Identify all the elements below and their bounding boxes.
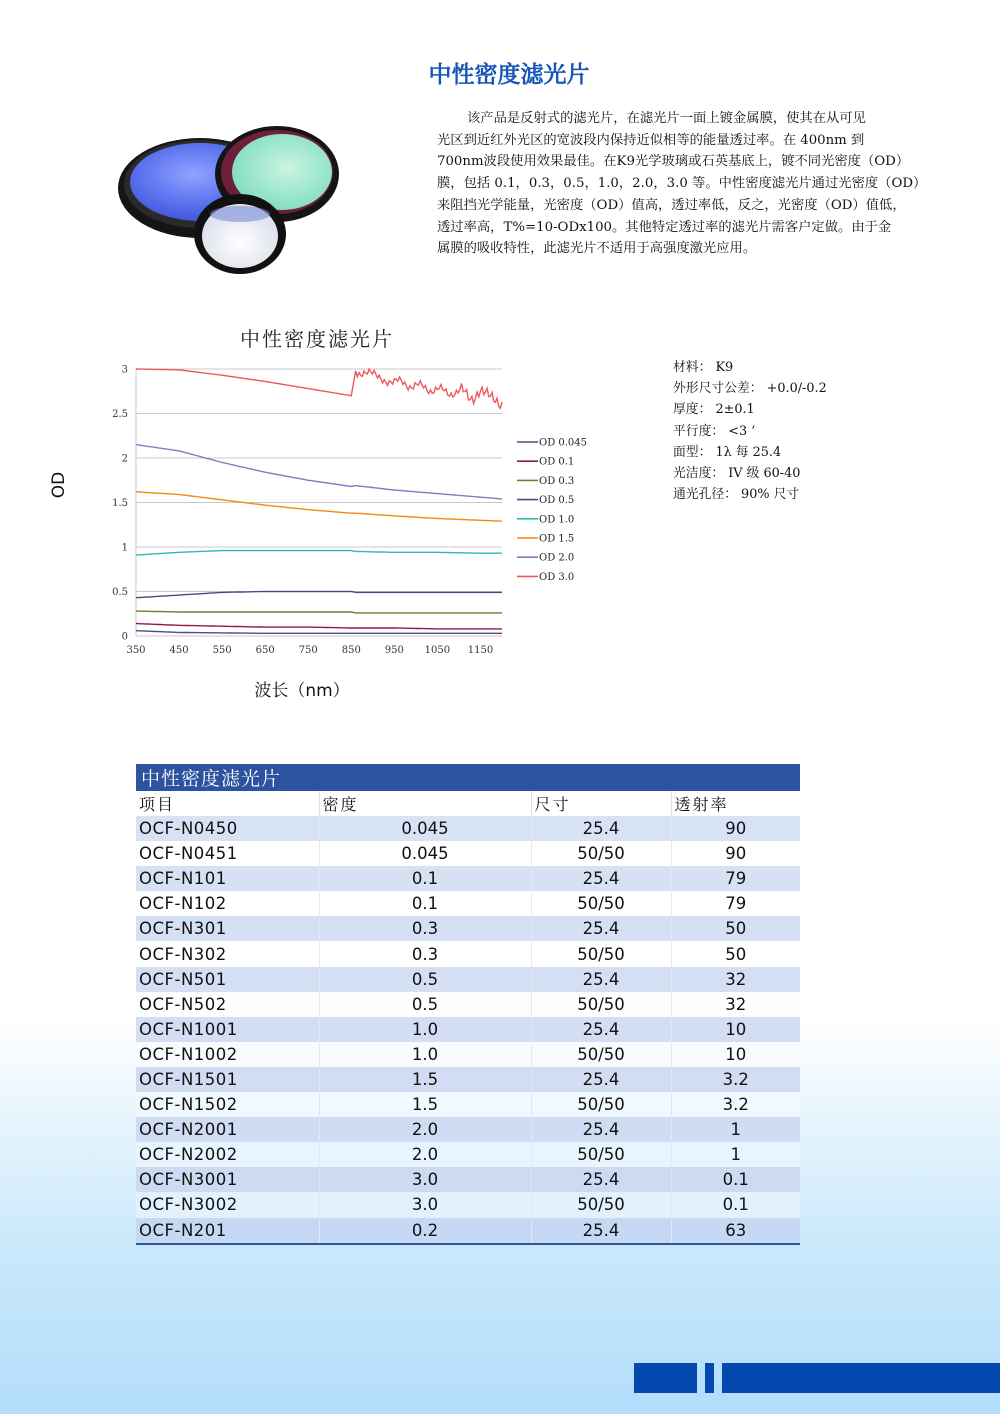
intro-line: 属膜的吸收特性，此滤光片不适用于高强度激光应用。 (437, 241, 757, 257)
cell-size: 50/50 (531, 1192, 671, 1217)
cell-density: 0.2 (319, 1218, 531, 1243)
cell-transmission: 3.2 (722, 1069, 749, 1089)
table-row (136, 841, 800, 866)
cell-model: OCF-N3002 (136, 1192, 319, 1217)
chart-title: 中性密度滤光片 (240, 327, 394, 351)
x-tick-label: 350 (126, 645, 146, 656)
cell-density: 3.0 (319, 1167, 531, 1192)
cell-transmission: 1 (730, 1145, 741, 1165)
header-size: 尺寸 (531, 791, 671, 816)
spec-surface-quality: 光洁度： IV 级 60-40 (673, 466, 801, 482)
x-tick-label: 950 (384, 645, 404, 656)
x-tick-label: 1050 (424, 645, 451, 656)
intro-line: 该产品是反射式的滤光片，在滤光片一面上镀金属膜，使其在从可见 (467, 111, 866, 126)
cell-density: 0.5 (319, 992, 531, 1017)
cell-model: OCF-N1502 (136, 1092, 319, 1117)
table-row (136, 967, 800, 992)
table-row (136, 916, 800, 941)
table-row (136, 1092, 800, 1117)
legend-label: OD 1.5 (539, 533, 575, 545)
cell-model: OCF-N201 (136, 1218, 319, 1243)
table-row (136, 1167, 800, 1192)
table-header-row (136, 791, 800, 816)
cell-transmission: 1 (730, 1120, 741, 1140)
cell-size: 25.4 (531, 816, 671, 841)
cell-model: OCF-N302 (136, 941, 319, 966)
cell-model: OCF-N0450 (136, 816, 319, 841)
cell-size: 50/50 (531, 1142, 671, 1167)
series-line (136, 445, 502, 499)
legend-label: OD 3.0 (539, 571, 575, 583)
table-row (136, 1192, 800, 1217)
cell-transmission: 0.1 (722, 1170, 749, 1190)
table-row (136, 891, 800, 916)
cell-size: 25.4 (531, 1017, 671, 1042)
cell-density: 2.0 (319, 1142, 531, 1167)
intro-line: 来阻挡光学能量，光密度（OD）值高，透过率低，反之，光密度（OD）值低， (437, 197, 906, 213)
cell-model: OCF-N1501 (136, 1067, 319, 1092)
cell-model: OCF-N2002 (136, 1142, 319, 1167)
cell-transmission: 3.2 (722, 1095, 749, 1115)
cell-size: 25.4 (531, 916, 671, 941)
cell-size: 50/50 (531, 1042, 671, 1067)
cell-transmission: 10 (725, 1019, 747, 1039)
cell-transmission: 79 (725, 894, 747, 914)
cell-density: 0.3 (319, 941, 531, 966)
table-row (136, 941, 800, 966)
table-bottom-rule (136, 1243, 800, 1245)
table-row (136, 1218, 800, 1243)
spec-thickness: 厚度： 2±0.1 (673, 402, 755, 418)
legend-label: OD 1.0 (539, 514, 575, 526)
spec-parallelism: 平行度： <3 ‘ (673, 423, 756, 439)
cell-transmission: 32 (725, 969, 747, 989)
series-line (136, 551, 502, 555)
cell-size: 25.4 (531, 1218, 671, 1243)
x-tick-label: 750 (298, 645, 318, 656)
table-row (136, 992, 800, 1017)
series-line (136, 492, 502, 521)
table-title: 中性密度滤光片 (136, 764, 800, 791)
cell-transmission: 10 (725, 1044, 747, 1064)
cell-model: OCF-N3001 (136, 1167, 319, 1192)
legend-label: OD 0.045 (539, 437, 588, 449)
cell-density: 2.0 (319, 1117, 531, 1142)
cell-size: 50/50 (531, 1092, 671, 1117)
y-tick-label: 3 (121, 364, 128, 376)
cell-density: 3.0 (319, 1192, 531, 1217)
legend-label: OD 0.3 (539, 475, 575, 487)
spec-material: 材料： K9 (673, 360, 734, 375)
cell-model: OCF-N2001 (136, 1117, 319, 1142)
y-tick-label: 2 (121, 453, 128, 465)
cell-density: 1.0 (319, 1017, 531, 1042)
table-row (136, 866, 800, 891)
product-image (112, 118, 352, 278)
cell-model: OCF-N101 (136, 866, 319, 891)
intro-paragraph (437, 108, 997, 260)
cell-size: 25.4 (531, 1167, 671, 1192)
od-chart (40, 355, 620, 715)
series-line (136, 369, 502, 408)
cell-transmission: 32 (725, 994, 747, 1014)
intro-line: 光区到近红外光区的宽波段内保持近似相等的能量透过率。在 400nm 到 (437, 132, 865, 148)
chart-lines (136, 369, 502, 633)
cell-transmission: 0.1 (722, 1195, 749, 1215)
header-density: 密度 (319, 791, 531, 816)
cell-model: OCF-N301 (136, 916, 319, 941)
cell-size: 50/50 (531, 841, 671, 866)
table-body (136, 816, 800, 1243)
spec-surface-flatness: 面型： 1λ 每 25.4 (673, 444, 782, 460)
cell-size: 25.4 (531, 967, 671, 992)
series-line (136, 611, 502, 613)
cell-model: OCF-N501 (136, 967, 319, 992)
x-tick-label: 550 (212, 645, 232, 656)
cell-density: 1.5 (319, 1067, 531, 1092)
header-transmission: 透射率 (671, 791, 800, 816)
cell-transmission: 90 (725, 819, 747, 839)
table-row (136, 1067, 800, 1092)
cell-transmission: 50 (725, 919, 747, 939)
legend-label: OD 2.0 (539, 552, 575, 564)
x-axis-ticks (126, 645, 493, 656)
cell-size: 50/50 (531, 941, 671, 966)
cell-density: 0.3 (319, 916, 531, 941)
footer-bar-block (634, 1363, 697, 1393)
table-row (136, 1017, 800, 1042)
page-title: 中性密度滤光片 (428, 62, 590, 88)
cell-density: 0.1 (319, 891, 531, 916)
series-line (136, 631, 502, 634)
table-row (136, 816, 800, 841)
header-model: 项目 (136, 791, 319, 816)
cell-model: OCF-N502 (136, 992, 319, 1017)
cell-size: 25.4 (531, 866, 671, 891)
y-tick-label: 0.5 (112, 587, 128, 598)
cell-density: 0.1 (319, 866, 531, 891)
cell-size: 50/50 (531, 992, 671, 1017)
footer-bar-long (722, 1363, 1000, 1393)
chart-grid (136, 369, 502, 636)
cell-model: OCF-N1002 (136, 1042, 319, 1067)
chart-legend (517, 438, 587, 583)
table-row (136, 1142, 800, 1167)
y-tick-label: 1.5 (112, 498, 128, 509)
spec-dimension-tolerance: 外形尺寸公差： +0.0/-0.2 (673, 381, 827, 397)
y-tick-label: 1 (121, 542, 128, 554)
intro-line: 膜，包括 0.1，0.3，0.5，1.0，2.0，3.0 等。中性密度滤光片通过光密度（OD） (437, 176, 927, 192)
footer-bar-stripe (705, 1363, 714, 1393)
table-row (136, 1042, 800, 1067)
cell-density: 0.5 (319, 967, 531, 992)
cell-transmission: 63 (725, 1220, 747, 1240)
cell-density: 0.045 (319, 841, 531, 866)
cell-density: 1.5 (319, 1092, 531, 1117)
series-line (136, 624, 502, 629)
spec-list (673, 357, 827, 505)
cell-model: OCF-N1001 (136, 1017, 319, 1042)
y-tick-label: 2.5 (112, 409, 128, 420)
x-tick-label: 450 (169, 645, 189, 656)
x-tick-label: 1150 (467, 645, 494, 656)
intro-line: 透过率高，T%=10-ODx100。其他特定透过率的滤光片需客户定做。由于金 (437, 219, 892, 235)
cell-transmission: 79 (725, 869, 747, 889)
table-row (136, 1117, 800, 1142)
y-axis-ticks (112, 365, 128, 643)
x-tick-label: 650 (255, 645, 275, 656)
cell-density: 1.0 (319, 1042, 531, 1067)
spec-clear-aperture: 通光孔径： 90% 尺寸 (673, 487, 800, 503)
legend-label: OD 0.1 (539, 456, 575, 468)
intro-line: 700nm波段使用效果最佳。在K9光学玻璃或石英基底上，镀不同光密度（OD） (437, 154, 910, 170)
cell-size: 25.4 (531, 1117, 671, 1142)
cell-transmission: 90 (725, 844, 747, 864)
y-tick-label: 0 (121, 631, 128, 643)
cell-density: 0.045 (319, 816, 531, 841)
legend-label: OD 0.5 (539, 495, 575, 507)
y-axis-label: OD (49, 471, 69, 499)
x-tick-label: 850 (341, 645, 361, 656)
cell-size: 25.4 (531, 1067, 671, 1092)
product-table (136, 764, 800, 1245)
series-line (136, 592, 502, 598)
cell-model: OCF-N102 (136, 891, 319, 916)
x-axis-label: 波长（nm） (254, 681, 350, 701)
cell-size: 50/50 (531, 891, 671, 916)
cell-model: OCF-N0451 (136, 841, 319, 866)
cell-transmission: 50 (725, 944, 747, 964)
